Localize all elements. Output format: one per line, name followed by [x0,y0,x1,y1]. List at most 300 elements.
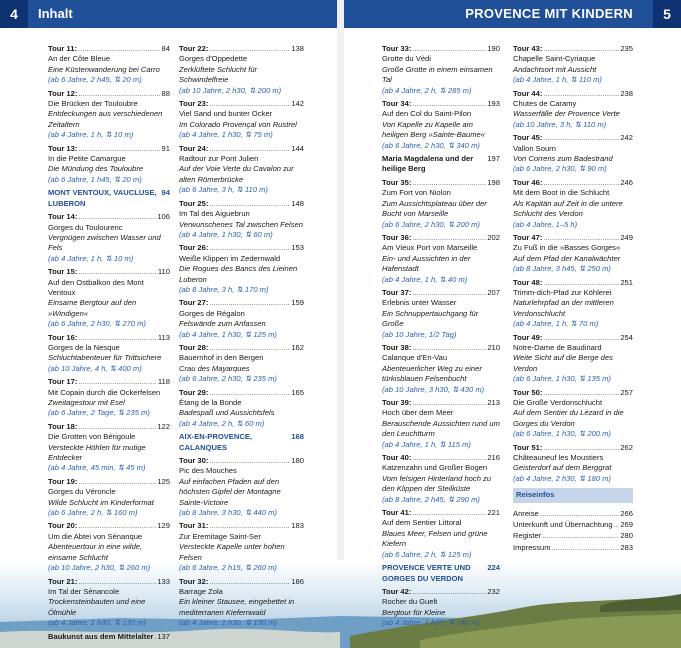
page-number: 180 [291,456,304,466]
tour-details: (ab 6 Jahre, 2 h30, ⇅ 340 m) [382,140,480,150]
tour-subtitle: Auf der Voie Verte du Cavalon zur alten Römerbrücke [179,164,294,184]
tour-number: Tour 47: [513,232,543,242]
leader-dots [412,178,486,188]
tour-subtitle: Ein- und Aussichten in der Hafenstadt [382,253,471,274]
right-header [344,0,681,28]
tour-details: (ab 4 Jahre, 1 h30, ⇅ 60 m) [179,229,273,239]
leader-dots [543,388,619,398]
tour-name: Châteauneuf les Moustiers [513,453,604,463]
toc-entry [48,267,170,329]
tour-subtitle: Auf dem Sentier du Lézard in die Gorges du Verdon [513,408,624,428]
page-number: 254 [620,332,633,342]
toc-title-row [48,632,170,642]
tour-name: Um die Abtei von Sénanque [48,531,143,541]
page-number: 202 [487,232,500,242]
leader-dots [78,521,156,531]
tour-details: (ab 10 Jahre, 1/2 Tag) [382,329,457,339]
tour-number: Tour 48: [513,277,543,287]
leader-dots [412,99,486,109]
toc-title-row [48,267,170,277]
leader-dots [543,233,619,243]
tour-subtitle: Auf einfachen Pfaden auf den höchsten Gipfel der Montagne Sainte-Victoire [179,476,281,507]
tour-number: Tour 45: [513,133,543,143]
page-number: 197 [487,154,500,164]
leader-dots [614,520,620,530]
toc-entry [513,278,633,330]
toc-entry [382,233,500,285]
toc-entry [48,377,170,419]
tour-details: (ab 6 Jahre, 2 h15, ⇅ 260 m) [179,563,277,573]
toc-entry [179,99,304,141]
toc-entry [179,456,304,518]
page-number: 238 [620,88,633,98]
tour-details: (ab 4 Jahre, 1 h, ⇅ 110 m) [513,75,602,85]
page-number: 162 [291,342,304,352]
tour-subtitle: Blaues Meer, Felsen und grüne Kiefern [382,528,488,549]
tour-details: (ab 6 Jahre, 2 h30, ⇅ 235 m) [179,374,277,384]
tour-subtitle: Die Mündung des Touloubre [48,164,144,174]
toc-title-row [179,456,304,466]
tour-details: (ab 6 Jahre, 2 h30, ⇅ 90 m) [513,164,607,174]
page-number: 232 [487,586,500,596]
page-gutter [337,0,344,648]
page-number: 251 [620,277,633,287]
leader-dots [543,443,619,453]
page-number: 213 [487,398,500,407]
tour-details: (ab 10 Jahre, 4 h, ⇅ 400 m) [48,363,142,373]
tour-details: (ab 4 Jahre, 2 h30, ⇅ 180 m) [513,473,611,483]
leader-dots [209,144,290,154]
toc-title-row [48,477,170,487]
toc-column-2 [179,44,304,632]
toc-title-row [513,233,633,243]
toc-entry [179,144,304,196]
tour-name: Katzenzahn und Großer Bogen [382,463,488,473]
page-number: 221 [487,508,500,518]
heading-text: PROVENCE VERTE UND GORGES DU VERDON [382,563,471,583]
tour-subtitle: Ein kleiner Stausee, eingebettet in mediterranen Kiefernwald [179,597,295,617]
toc-title-row [48,577,170,587]
toc-entry [48,333,170,375]
page-number: 266 [620,508,633,518]
toc-entry [48,44,170,86]
reiseinfo-row [513,509,633,519]
page-number: 138 [291,44,304,53]
leader-dots [209,99,290,109]
tour-name: Gorges d'Oppedette [179,54,248,64]
tour-name: Mit Copain durch die Ockerfelsen [48,387,161,397]
toc-entry [382,587,500,629]
leader-dots [78,267,156,277]
tour-details: (ab 4 Jahre, 1–5 h) [513,219,578,229]
leader-dots [412,453,486,463]
tour-name: Gorges du Véroncle [48,487,116,497]
tour-name: Am Vieux Port von Marseille [382,243,478,253]
toc-entry [382,99,500,151]
tour-number: Tour 11: [48,44,77,53]
toc-title-row [48,89,170,99]
tour-name: Chutes de Caramy [513,99,577,109]
tour-number: Tour 26: [179,243,209,253]
tour-number: Tour 18: [48,421,78,431]
toc-title-row [382,288,500,298]
page-number: 125 [157,476,170,486]
leader-dots [78,377,156,387]
reiseinfo-name: Unterkunft und Übernachtung [513,520,613,530]
tour-subtitle: Im Colorado Provençal von Rustrel [179,119,297,129]
toc-bold-entry [382,154,500,175]
tour-subtitle: Abenteuerlicher Weg zu einer türkisblauen Felsenbucht [382,363,482,384]
toc-title-row [179,388,304,398]
tour-subtitle: Geisterdorf auf dem Berggrat [513,463,612,473]
toc-entry [179,298,304,340]
toc-section-heading [48,188,170,209]
tour-subtitle: Zweitagestour mit Esel [48,398,125,407]
leader-dots [78,422,156,432]
tour-number: Tour 16: [48,332,78,342]
page-number: 94 [161,188,170,198]
page-number: 88 [161,88,170,98]
leader-dots [540,509,620,519]
tour-number: Tour 28: [179,342,209,352]
tour-subtitle: Große Grotte in einem einsamen Tal [382,64,493,85]
tour-name: In die Petite Camargue [48,154,126,164]
tour-number: Tour 12: [48,88,78,98]
tour-number: Tour 42: [382,586,412,596]
tour-number: Tour 24: [179,143,209,153]
reiseinfos-heading: Reiseinfos [513,488,633,502]
toc-entry [382,178,500,230]
page-number: 133 [157,576,170,586]
leader-dots [543,333,619,343]
left-page-number: 4 [0,0,28,28]
tour-name: Weiße Klippen im Zedernwald [179,253,281,263]
toc-entry [513,333,633,385]
toc-entry [382,288,500,340]
toc-entry [513,388,633,440]
tour-number: Tour 13: [48,143,78,153]
tour-subtitle: Vergnügen zwischen Wasser und Fels [48,232,161,253]
page-number: 280 [620,531,633,541]
toc-title-row [48,333,170,343]
tour-details: (ab 4 Jahre, 1 h, ⇅ 70 m) [513,319,599,329]
tour-name: Rocher du Guelt [382,597,438,607]
tour-number: Tour 23: [179,99,209,109]
tour-details: (ab 4 Jahre, 1 h30, ⇅ 140 m) [382,618,480,628]
toc-entry [513,89,633,131]
toc-entry [513,133,633,175]
page-number: 242 [620,133,633,143]
toc-title-row [513,178,633,188]
leader-dots [155,632,157,642]
tour-name: Zu Fuß in die »Basses Gorges« [513,243,621,253]
leader-dots [78,577,156,587]
page-number: 269 [620,520,633,530]
page-number: 148 [291,198,304,208]
page-number: 193 [487,99,500,109]
tour-number: Tour 40: [382,453,412,463]
tour-name: Gorges de la Nesque [48,342,120,352]
page-number: 246 [620,177,633,187]
tour-number: Tour 37: [382,287,412,297]
tour-details: (ab 6 Jahre, 1 h45, ⇅ 20 m) [48,174,142,184]
toc-entry [382,398,500,450]
leader-dots [412,587,486,597]
tour-number: Tour 29: [179,387,209,397]
toc-entry [48,577,170,629]
tour-subtitle: Als Kapitän auf Zeit in die untere Schlucht des Verdon [513,198,623,219]
tour-details: (ab 6 Jahre, 2 h, ⇅ 125 m) [382,549,472,559]
leader-dots [209,44,290,54]
page-number: 165 [291,387,304,397]
tour-subtitle: Versteckte Kapelle unter hohen Felsen [179,542,285,562]
page-number: 113 [157,332,170,342]
toc-column-3 [382,44,500,632]
tour-subtitle: Berauschende Aussichten rund um den Leuchtturm [382,418,500,439]
page-number: 183 [291,521,304,531]
toc-column-1 [48,44,170,645]
leader-dots [78,333,156,343]
reiseinfo-row [513,531,633,541]
page-number: 198 [487,177,500,187]
tour-subtitle: Verwunschenes Tal zwischen Felsen [179,219,303,229]
toc-title-row [179,99,304,109]
toc-entry [179,343,304,385]
tour-details: (ab 4 Jahre, 1 h30, ⇅ 130 m) [48,618,146,628]
heading-text: AIX-EN-PROVENCE, CALANQUES [179,432,252,452]
tour-subtitle: Zerklüftete Schlucht für Schwindelfreie [179,64,258,85]
leader-dots [78,477,156,487]
toc-title-row [382,233,500,243]
leader-dots [542,531,619,541]
page-number: 190 [487,44,500,53]
toc-title-row [513,89,633,99]
tour-details: (ab 6 Jahre, 1 h30, ⇅ 135 m) [513,374,611,384]
leader-dots [412,508,486,518]
page-number: 106 [157,212,170,222]
tour-name: Auf den Col du Saint-Pilon [382,109,472,119]
leader-dots [78,212,156,222]
toc-entry [48,144,170,186]
tour-name: Die Brücken der Touloubre [48,99,138,109]
tour-number: Tour 25: [179,198,209,208]
toc-entry [179,44,304,96]
toc-title-row [48,422,170,432]
leader-dots [412,233,486,243]
tour-details: (ab 4 Jahre, 1 h30, ⇅ 75 m) [179,130,273,140]
toc-title-row [48,188,170,209]
leader-dots [543,133,619,143]
toc-title-row [48,377,170,387]
page-number: 249 [620,232,633,242]
leader-dots [412,398,486,408]
tour-number: Tour 21: [48,576,78,586]
toc-bold-entry [48,632,170,642]
leader-dots [209,243,290,253]
page-number: 168 [291,432,304,442]
toc-title-row [179,343,304,353]
page-number: 159 [291,298,304,308]
tour-number: Tour 27: [179,298,209,308]
leader-dots [543,44,619,54]
toc-entry [179,199,304,241]
tour-subtitle: Schluchtabenteuer für Trittsichere [48,353,162,363]
tour-name: Gorges du Toulourenc [48,222,123,232]
tour-name: Im Tal des Aiguebrun [179,209,250,219]
toc-title-row [382,154,500,175]
toc-title-row [48,212,170,222]
tour-details: (ab 10 Jahre, 3 h30, ⇅ 430 m) [382,384,485,394]
toc-entry [382,508,500,560]
left-header [0,0,337,28]
tour-name: Radtour zur Pont Julien [179,154,259,164]
tour-details: (ab 10 Jahre, 3 h, ⇅ 110 m) [513,119,607,129]
reiseinfo-row [513,520,633,530]
tour-details: (ab 8 Jahre, 2 h45, ⇅ 290 m) [382,494,480,504]
tour-name: Hoch über dem Meer [382,408,454,418]
tour-name: Barrage Zola [179,586,223,596]
tour-details: (ab 4 Jahre, 1 h, ⇅ 40 m) [382,274,468,284]
toc-entry [48,477,170,519]
toc-title-row [513,44,633,54]
tour-details: (ab 8 Jahre, 3 h30, ⇅ 440 m) [179,508,277,518]
toc-entry [382,44,500,96]
tour-details: (ab 4 Jahre, 45 min, ⇅ 45 m) [48,463,146,473]
reiseinfo-name: Register [513,531,542,541]
tour-subtitle: Weite Sicht auf die Berge des Verdon [513,353,613,373]
toc-title-row [48,521,170,531]
leader-dots [209,343,290,353]
toc-title-row [179,44,304,54]
leader-dots [209,456,290,466]
tour-subtitle: Ein Schnuppertauchgang für Große [382,308,479,329]
tour-number: Tour 20: [48,521,78,531]
tour-name: Die Grotten von Bérigoule [48,432,136,442]
tour-subtitle: Trockensteinbauten und eine Ölmühle [48,597,146,617]
tour-details: (ab 10 Jahre, 2 h30, ⇅ 200 m) [179,85,282,95]
tour-subtitle: Badespaß und Aussichtsfels [179,408,275,418]
toc-title-row [513,443,633,453]
tour-name: Grotte du Vèdi [382,54,431,64]
tour-number: Tour 38: [382,342,412,352]
tour-number: Tour 30: [179,456,209,466]
tour-name: Zum Fort von Niolon [382,188,451,198]
leader-dots [78,89,160,99]
tour-number: Tour 49: [513,332,543,342]
tour-number: Tour 44: [513,88,543,98]
toc-title-row [48,44,170,54]
tour-name: Notre-Dame de Baudinard [513,342,602,352]
tour-name: Bauernhof in den Bergen [179,353,264,363]
toc-title-row [179,577,304,587]
toc-title-row [179,298,304,308]
tour-details: (ab 10 Jahre, 2 h30, ⇅ 260 m) [48,563,151,573]
tour-name: Étang de la Bonde [179,398,242,407]
right-header-title: PROVENCE MIT KINDERN [465,6,633,21]
leader-dots [209,298,290,308]
leader-dots [552,543,620,553]
toc-title-row [179,521,304,531]
reiseinfo-name: Impressum [513,542,551,552]
toc-title-row [382,398,500,408]
tour-subtitle: Wilde Schlucht im Kinderformat [48,497,154,507]
tour-number: Tour 15: [48,267,78,277]
page-number: 142 [291,99,304,109]
tour-details: (ab 6 Jahre, 2 h, ⇅ 160 m) [48,508,138,518]
page-number: 153 [291,243,304,253]
tour-details: (ab 6 Jahre, 2 h45, ⇅ 20 m) [48,75,142,85]
toc-column-4 [513,44,633,554]
tour-name: Pic des Mouches [179,466,237,476]
tour-name: Die Große Verdonschlucht [513,398,603,407]
toc-entry [513,44,633,86]
leader-dots [78,144,160,154]
leader-dots [209,199,290,209]
tour-name: Vallon Sourn [513,143,556,153]
page-number: 262 [620,442,633,452]
right-page-number: 5 [653,0,681,28]
leader-dots [543,178,619,188]
toc-entry [48,422,170,474]
tour-subtitle: Eine Küstenwanderung bei Carro [48,64,160,74]
page-number: 110 [157,267,170,277]
tour-number: Tour 31: [179,521,209,531]
toc-title-row [179,243,304,253]
tour-number: Tour 50: [513,387,543,397]
page-number: 216 [487,453,500,463]
leader-dots [412,44,486,54]
tour-name: Gorges de Régalon [179,308,245,318]
tour-name: An der Côte Bleue [48,54,111,64]
tour-details: (ab 4 Jahre, 1 h, ⇅ 10 m) [48,130,134,140]
tour-details: (ab 6 Jahre, 2 h30, ⇅ 200 m) [382,219,480,229]
toc-entry [48,212,170,264]
tour-details: (ab 8 Jahre, 3 h45, ⇅ 250 m) [513,264,611,274]
toc-entry [179,521,304,573]
page-number: 235 [620,44,633,53]
toc-title-row [382,508,500,518]
heading-text: Baukunst aus dem Mittelalter [48,631,154,641]
tour-number: Tour 46: [513,177,543,187]
toc-entry [513,443,633,485]
leader-dots [209,521,290,531]
toc-entry [382,343,500,395]
toc-entry [179,243,304,295]
toc-title-row [382,343,500,353]
tour-subtitle: Von Correns zum Badestrand [513,154,613,164]
toc-title-row [382,453,500,463]
toc-title-row [382,563,500,584]
tour-details: (ab 4 Jahre, 1 h30, ⇅ 125 m) [179,329,277,339]
tour-details: (ab 6 Jahre, 2 Tage, ⇅ 235 m) [48,408,150,418]
page-number: 122 [157,421,170,431]
toc-section-heading [179,432,304,453]
tour-subtitle: Die Rogues des Bancs des Lieinen Luberon [179,264,298,284]
toc-entry [513,178,633,230]
tour-details: (ab 6 Jahre, 1 h30, ⇅ 200 m) [513,429,611,439]
page-number: 224 [487,563,500,573]
tour-name: Viel Sand und bunter Ocker [179,109,273,119]
toc-title-row [513,333,633,343]
toc-title-row [382,99,500,109]
page-number: 283 [620,542,633,552]
tour-subtitle: Naturlehrpfad an der mittleren Verdonschlucht [513,298,614,318]
tour-number: Tour 33: [382,44,412,53]
page-number: 118 [157,377,170,387]
leader-dots [412,288,486,298]
tour-number: Tour 35: [382,177,412,187]
tour-subtitle: Andachtsort mit Aussicht [513,64,597,74]
